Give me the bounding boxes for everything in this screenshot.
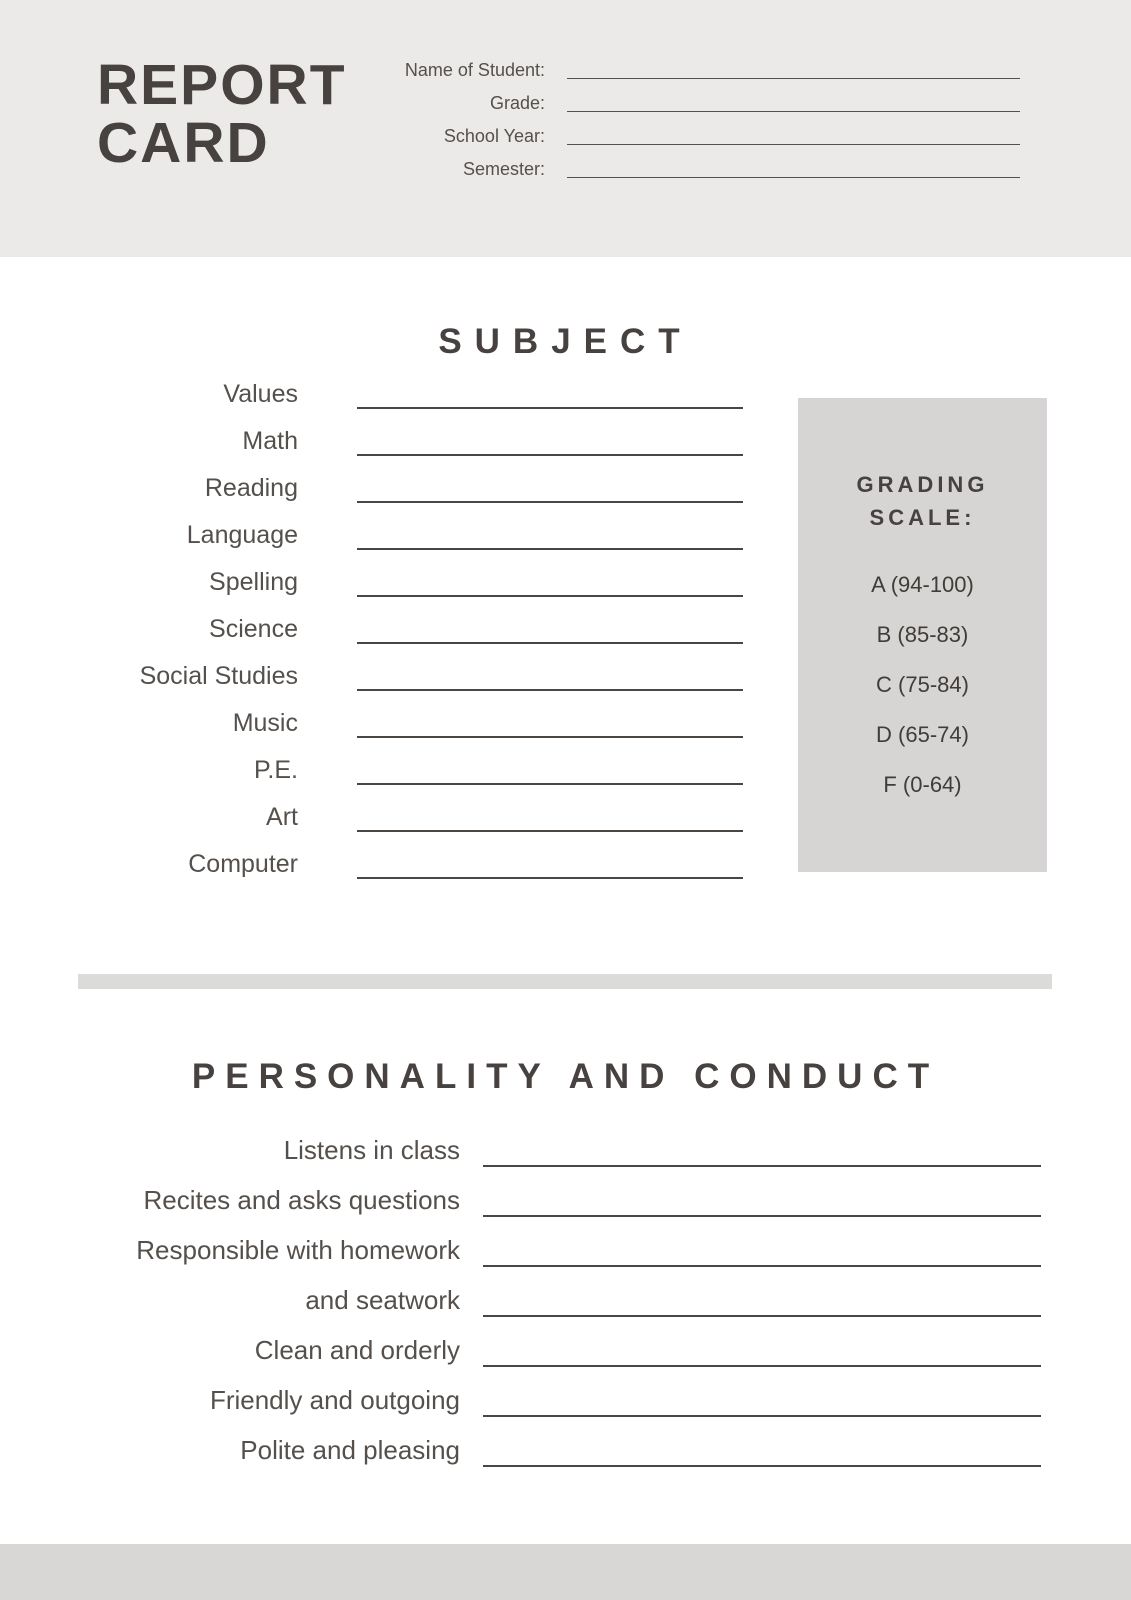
personality-fill-line[interactable] — [483, 1415, 1041, 1417]
personality-fill-line[interactable] — [483, 1465, 1041, 1467]
grade-label: Grade: — [489, 93, 545, 113]
grading-item-f: F (0-64) — [883, 772, 962, 797]
subject-row — [0, 747, 760, 794]
personality-fill-line[interactable] — [483, 1215, 1041, 1217]
footer-bar — [0, 1544, 1131, 1600]
grading-scale-box — [798, 398, 1047, 872]
grading-item-c: C (75-84) — [876, 672, 969, 697]
name-of-student-label: Name of Student: — [404, 60, 545, 80]
subject-row — [0, 606, 760, 653]
grading-item-b: B (85-83) — [876, 622, 969, 647]
subject-row — [0, 700, 760, 747]
school-year-fill-line[interactable] — [567, 144, 1020, 145]
personality-row — [0, 1375, 1065, 1425]
subject-label-language: Language — [186, 521, 298, 549]
grading-scale-list — [798, 560, 1047, 810]
subject-label-computer: Computer — [188, 850, 298, 878]
personality-label-listens: Listens in class — [283, 1134, 460, 1165]
subject-label-math: Math — [242, 427, 298, 455]
subject-fill-line[interactable] — [357, 830, 743, 832]
personality-row — [0, 1325, 1065, 1375]
subject-row — [0, 841, 760, 888]
subject-label-pe: P.E. — [253, 756, 298, 784]
grading-heading-line-2: SCALE: — [869, 505, 976, 530]
personality-fill-line[interactable] — [483, 1315, 1041, 1317]
subject-row — [0, 794, 760, 841]
personality-label-friendly: Friendly and outgoing — [209, 1384, 460, 1415]
subject-fill-line[interactable] — [357, 783, 743, 785]
subject-row — [0, 418, 760, 465]
student-info-form — [85, 54, 1022, 186]
title-line-2: CARD — [97, 111, 270, 175]
subject-fill-line[interactable] — [357, 595, 743, 597]
form-row-grade — [85, 87, 1022, 120]
personality-conduct-list — [0, 1125, 1065, 1475]
subject-label-art: Art — [266, 803, 298, 831]
subject-row — [0, 512, 760, 559]
grading-item-a: A (94-100) — [871, 572, 974, 597]
form-row-semester — [85, 153, 1022, 186]
subject-row — [0, 465, 760, 512]
personality-label-responsible: Responsible with homework — [136, 1234, 460, 1265]
subject-label-spelling: Spelling — [209, 568, 298, 596]
subject-label-music: Music — [232, 709, 298, 737]
personality-row — [0, 1175, 1065, 1225]
subject-list — [0, 371, 760, 888]
personality-fill-line[interactable] — [483, 1165, 1041, 1167]
subject-fill-line[interactable] — [357, 642, 743, 644]
personality-label-seatwork: and seatwork — [305, 1284, 460, 1315]
personality-label-recites: Recites and asks questions — [143, 1184, 460, 1215]
title-line-1: REPORT — [97, 53, 347, 117]
personality-row — [0, 1125, 1065, 1175]
grade-fill-line[interactable] — [567, 111, 1020, 112]
personality-row — [0, 1275, 1065, 1325]
form-row-name — [85, 54, 1022, 87]
name-of-student-fill-line[interactable] — [567, 78, 1020, 79]
subject-fill-line[interactable] — [357, 454, 743, 456]
semester-fill-line[interactable] — [567, 177, 1020, 178]
subject-label-science: Science — [209, 615, 298, 643]
personality-row — [0, 1425, 1065, 1475]
grading-scale-heading — [798, 468, 1047, 534]
subject-fill-line[interactable] — [357, 736, 743, 738]
personality-row — [0, 1225, 1065, 1275]
semester-label: Semester: — [462, 159, 545, 179]
personality-fill-line[interactable] — [483, 1365, 1041, 1367]
subject-label-social-studies: Social Studies — [139, 662, 298, 690]
grading-item-d: D (65-74) — [876, 722, 969, 747]
personality-fill-line[interactable] — [483, 1265, 1041, 1267]
personality-label-clean: Clean and orderly — [254, 1334, 460, 1365]
school-year-label: School Year: — [443, 126, 545, 146]
subject-fill-line[interactable] — [357, 501, 743, 503]
subject-heading: SUBJECT — [438, 322, 693, 362]
subject-row — [0, 653, 760, 700]
subject-label-values: Values — [223, 380, 298, 408]
form-row-school-year — [85, 120, 1022, 153]
header-section — [0, 0, 1131, 257]
subject-fill-line[interactable] — [357, 877, 743, 879]
personality-conduct-heading: PERSONALITY AND CONDUCT — [191, 1057, 940, 1097]
subject-row — [0, 559, 760, 606]
grading-heading-line-1: GRADING — [856, 472, 989, 497]
subject-fill-line[interactable] — [357, 689, 743, 691]
subject-fill-line[interactable] — [357, 548, 743, 550]
personality-label-polite: Polite and pleasing — [240, 1434, 460, 1465]
section-divider — [78, 974, 1052, 989]
subject-fill-line[interactable] — [357, 407, 743, 409]
subject-label-reading: Reading — [204, 474, 298, 502]
subject-row — [0, 371, 760, 418]
